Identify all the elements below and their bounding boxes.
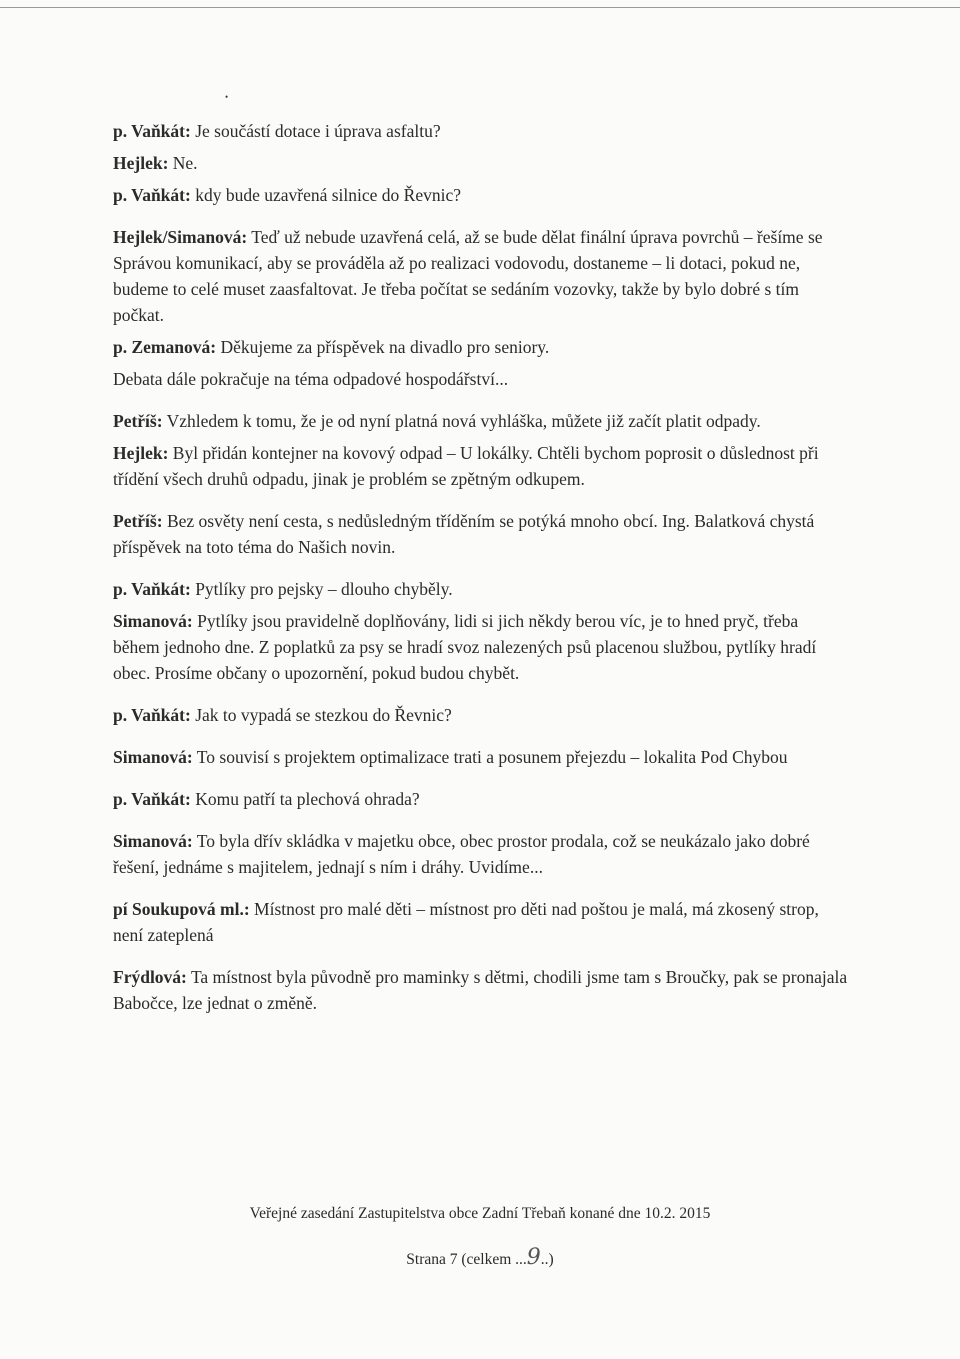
speaker-label: pí Soukupová ml.: bbox=[113, 899, 250, 919]
paragraph-text: Jak to vypadá se stezkou do Řevnic? bbox=[190, 705, 452, 725]
paragraph-12 bbox=[113, 702, 848, 728]
speaker-label: Simanová: bbox=[113, 747, 193, 767]
speaker-label: p. Vaňkát: bbox=[113, 185, 191, 205]
paragraph-text: To souvisí s projektem optimalizace trati a posunem přejezdu – lokalita Pod Chybou bbox=[192, 747, 788, 767]
paragraph-text: Byl přidán kontejner na kovový odpad – U lokálky. Chtěli bychom poprosit o důslednost při třídění všech druhů odpadu, jinak je problém se zpětným odkupem. bbox=[113, 443, 819, 489]
paragraph-text: Debata dále pokračuje na téma odpadové hospodářství... bbox=[113, 369, 509, 389]
paragraph-text: Teď už nebude uzavřená celá, až se bude dělat finální úprava povrchů – řešíme se Správou komunikací, aby se prováděla až po realizaci vodovodu, dostaneme – li dotaci, pokud ne, budeme to celé muset zaasfaltovat. Je třeba počítat se sedáním vozovky, takže by bylo dobré s tím počkat. bbox=[113, 227, 823, 325]
paragraph-text: To byla dřív skládka v majetku obce, obec prostor prodala, což se neukázalo jako dobré řešení, jednáme s majitelem, jednají s ním i dráhy. Uvidíme... bbox=[113, 831, 810, 877]
paragraph-text: Vzhledem k tomu, že je od nyní platná nová vyhláška, můžete již začít platit odpady. bbox=[162, 411, 761, 431]
paragraph-4 bbox=[113, 224, 848, 328]
paragraph-text: Pytlíky jsou pravidelně doplňovány, lidi si jich někdy berou víc, je to hned pryč, třeba během jednoho dne. Z poplatků za psy se hradí svoz nalezených psů placenou službou, pytlíky hradí obec. Prosíme občany o upozornění, pokud budou chybět. bbox=[113, 611, 817, 683]
paragraph-14 bbox=[113, 786, 848, 812]
paragraph-text: Bez osvěty není cesta, s nedůsledným tříděním se potýká mnoho obcí. Ing. Balatková chystá příspěvek na toto téma do Našich novin. bbox=[113, 511, 815, 557]
document-body bbox=[113, 118, 848, 1032]
speaker-label: p. Vaňkát: bbox=[113, 121, 191, 141]
paragraph-text: Komu patří ta plechová ohrada? bbox=[190, 789, 420, 809]
scan-edge-line bbox=[0, 7, 960, 8]
speaker-label: Simanová: bbox=[113, 831, 193, 851]
paragraph-6 bbox=[113, 366, 848, 392]
paragraph-text: Pytlíky pro pejsky – dlouho chyběly. bbox=[190, 579, 453, 599]
paragraph-15 bbox=[113, 828, 848, 880]
paragraph-5 bbox=[113, 334, 848, 360]
paragraph-text: kdy bude uzavřená silnice do Řevnic? bbox=[190, 185, 462, 205]
paragraph-8 bbox=[113, 440, 848, 492]
paragraph-7 bbox=[113, 408, 848, 434]
paragraph-1 bbox=[113, 118, 848, 144]
page-suffix: ..) bbox=[540, 1251, 554, 1268]
paragraph-text: Ne. bbox=[168, 153, 198, 173]
paragraph-2 bbox=[113, 150, 848, 176]
speaker-label: p. Vaňkát: bbox=[113, 579, 191, 599]
speaker-label: p. Vaňkát: bbox=[113, 789, 191, 809]
speaker-label: Simanová: bbox=[113, 611, 193, 631]
page-prefix: Strana 7 (celkem ... bbox=[406, 1251, 527, 1268]
paragraph-text: Místnost pro malé děti – místnost pro děti nad poštou je malá, má zkosený strop, není zateplená bbox=[113, 899, 819, 945]
paragraph-text: Děkujeme za příspěvek na divadlo pro seniory. bbox=[216, 337, 550, 357]
speaker-label: Hejlek: bbox=[113, 443, 169, 463]
speaker-label: p. Zemanová: bbox=[113, 337, 217, 357]
speaker-label: Hejlek/Simanová: bbox=[113, 227, 248, 247]
paragraph-17 bbox=[113, 964, 848, 1016]
paragraph-10 bbox=[113, 576, 848, 602]
speaker-label: Petříš: bbox=[113, 511, 163, 531]
paragraph-text: Ta místnost byla původně pro maminky s dětmi, chodili jsme tam s Broučky, pak se pronajala Babočce, lze jednat o změně. bbox=[113, 967, 848, 1013]
scan-speck: • bbox=[225, 92, 229, 102]
paragraph-3 bbox=[113, 182, 848, 208]
footer-title: Veřejné zasedání Zastupitelstva obce Zadní Třebaň konané dne 10.2. 2015 bbox=[249, 1205, 711, 1222]
speaker-label: Hejlek: bbox=[113, 153, 169, 173]
page-number bbox=[0, 1245, 960, 1270]
paragraph-11 bbox=[113, 608, 848, 686]
speaker-label: Petříš: bbox=[113, 411, 163, 431]
paragraph-13 bbox=[113, 744, 848, 770]
paragraph-9 bbox=[113, 508, 848, 560]
paragraph-16 bbox=[113, 896, 848, 948]
handwritten-page-total: 9 bbox=[526, 1245, 541, 1270]
speaker-label: p. Vaňkát: bbox=[113, 705, 191, 725]
paragraph-text: Je součástí dotace i úprava asfaltu? bbox=[190, 121, 441, 141]
speaker-label: Frýdlová: bbox=[113, 967, 187, 987]
